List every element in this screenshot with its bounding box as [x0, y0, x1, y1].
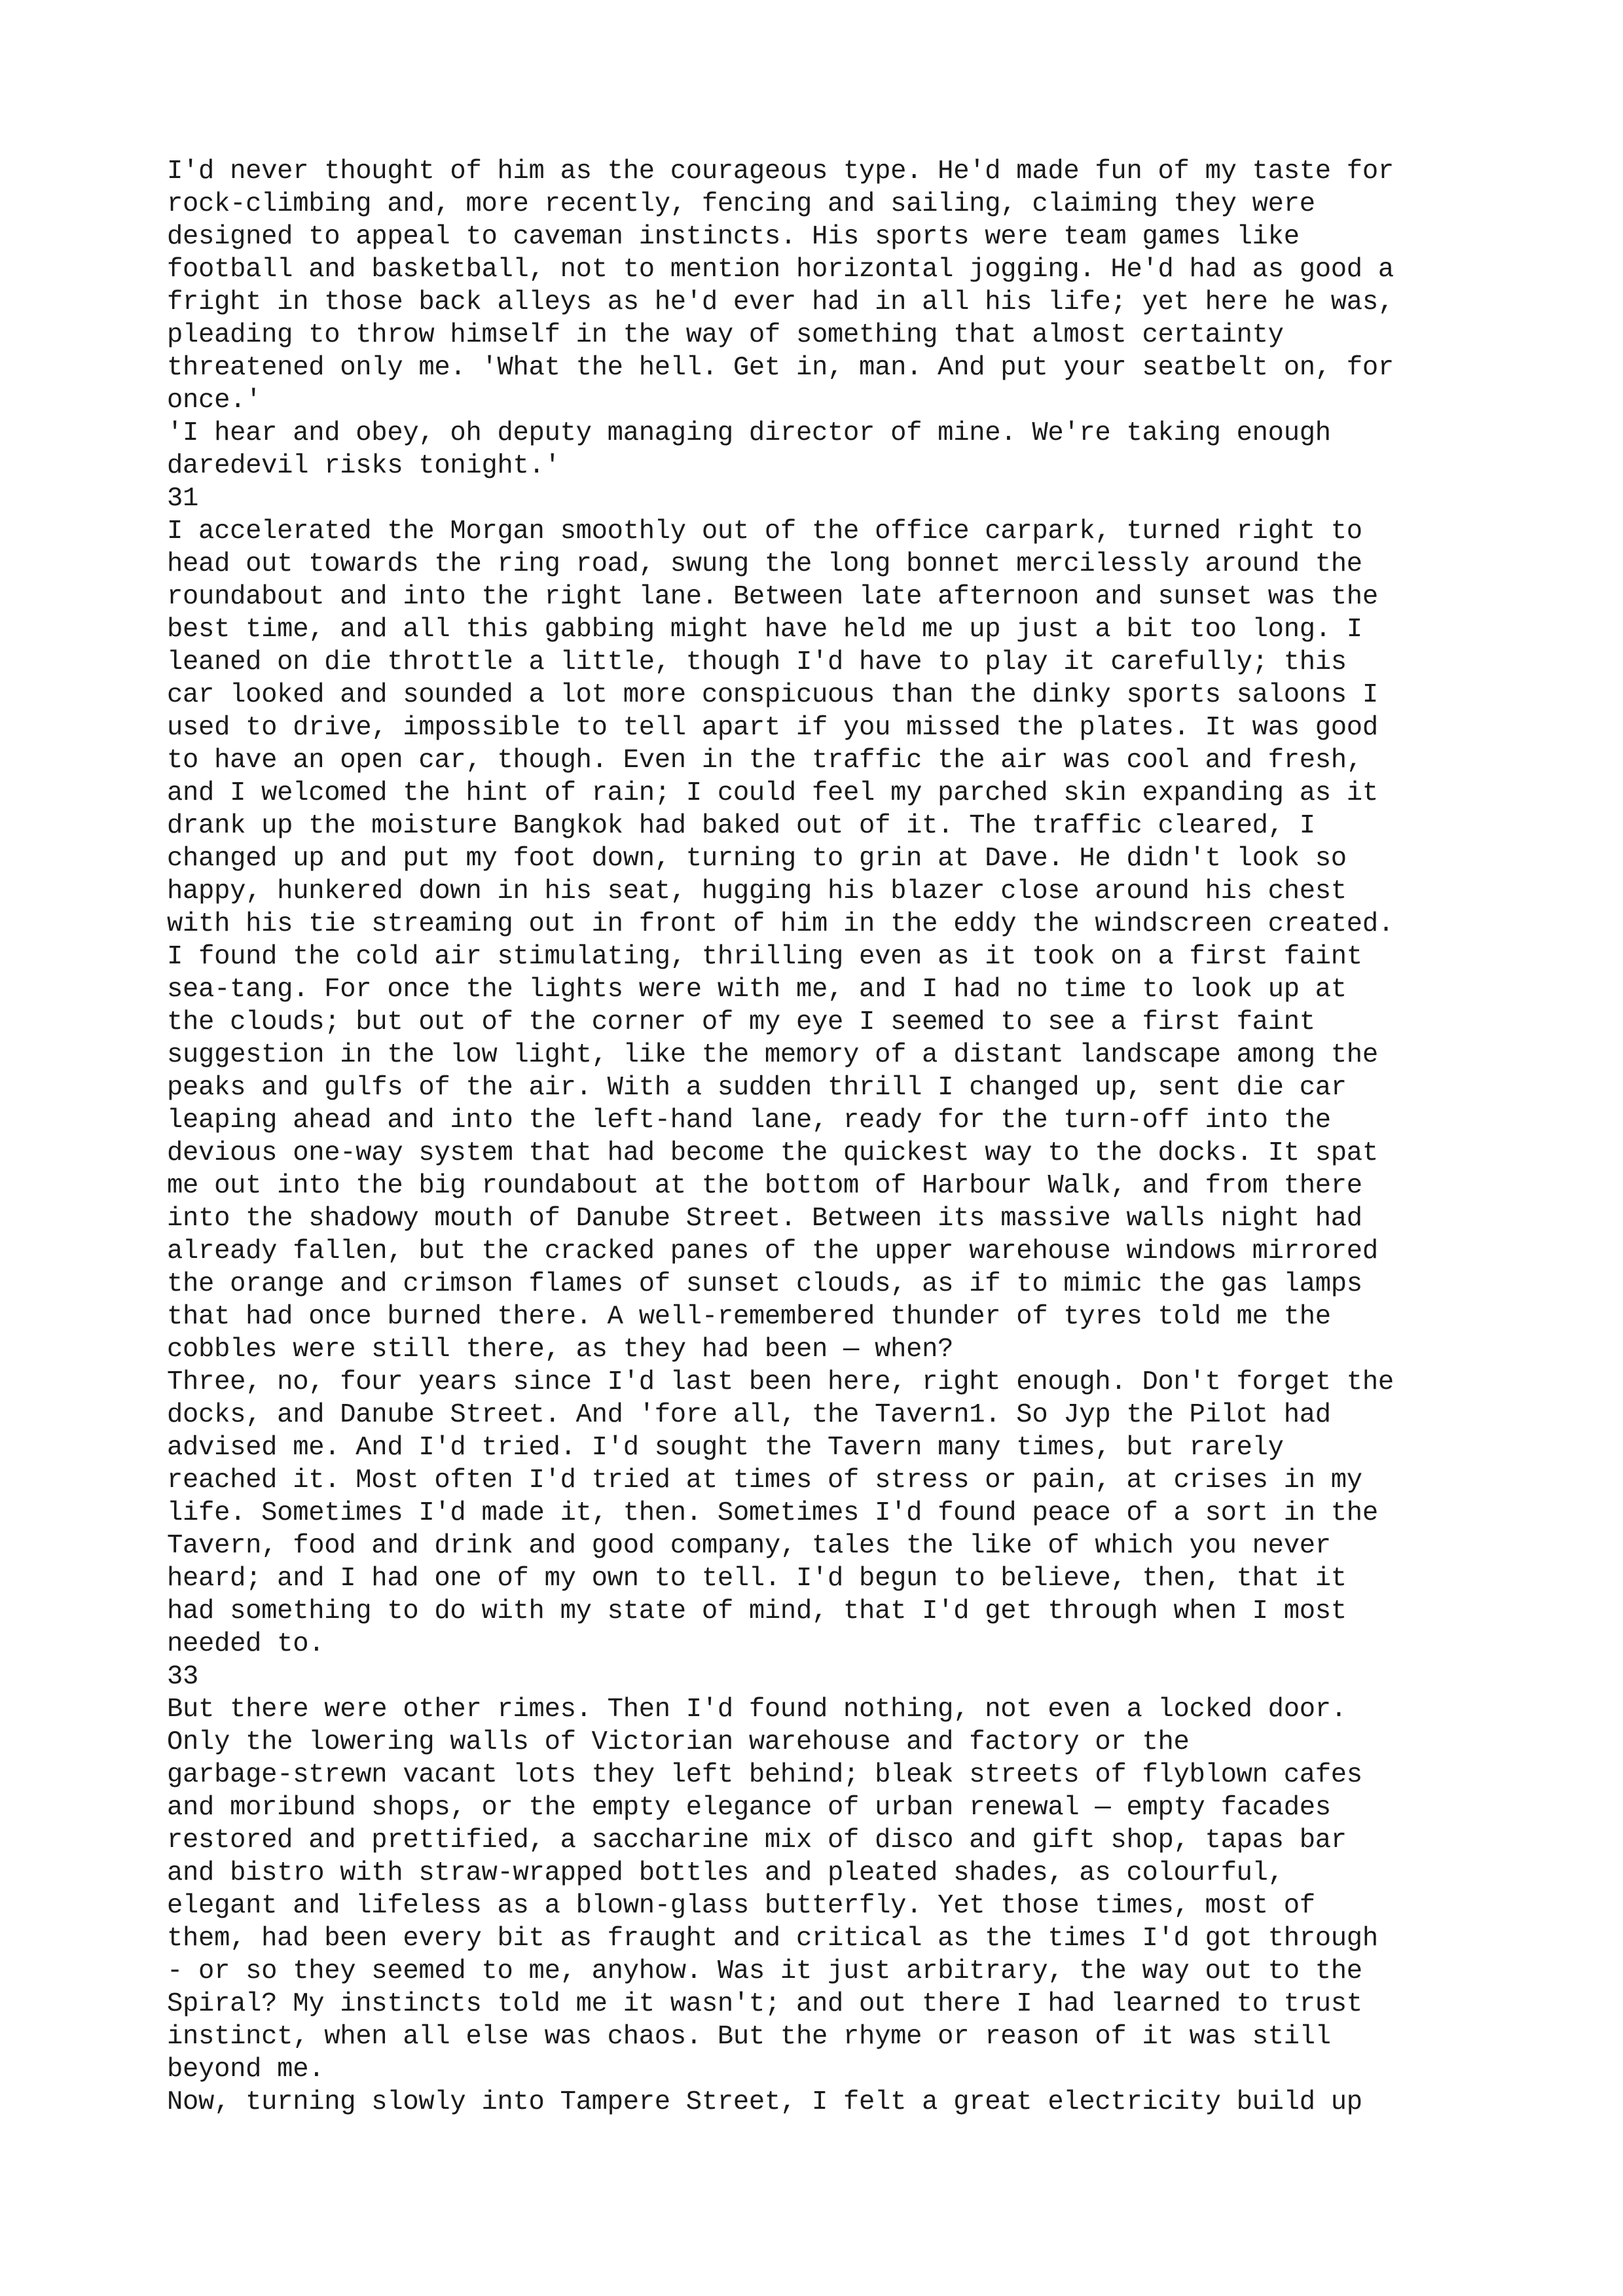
text-line: already fallen, but the cracked panes of the upper warehouse windows mirrored: [167, 1236, 1378, 1266]
text-line: designed to appeal to caveman instincts. His sports were team games like: [167, 222, 1300, 252]
text-line: cobbles were still there, as they had been — when?: [167, 1335, 954, 1365]
text-line: - or so they seemed to me, anyhow. Was it just arbitrary, the way out to the: [167, 1956, 1362, 1986]
text-line: had something to do with my state of mind, that I'd get through when I most: [167, 1596, 1347, 1626]
text-line: Tavern, food and drink and good company, tales the like of which you never: [167, 1531, 1331, 1561]
text-line: peaks and gulfs of the air. With a sudden thrill I changed up, sent die car: [167, 1073, 1347, 1103]
text-line: threatened only me. 'What the hell. Get in, man. And put your seatbelt on, for: [167, 353, 1394, 383]
text-line: and I welcomed the hint of rain; I could feel my parched skin expanding as it: [167, 778, 1378, 808]
text-line: elegant and lifeless as a blown-glass butterfly. Yet those times, most of: [167, 1891, 1315, 1921]
text-line: sea-tang. For once the lights were with me, and I had no time to look up at: [167, 975, 1347, 1005]
page-number-marker: 31: [167, 484, 199, 514]
text-line: Now, turning slowly into Tampere Street, I felt a great electricity build up: [167, 2087, 1362, 2117]
text-line: devious one-way system that had become the quickest way to the docks. It spat: [167, 1138, 1378, 1168]
text-line: happy, hunkered down in his seat, hugging his blazer close around his chest: [167, 876, 1347, 906]
text-line: that had once burned there. A well-remembered thunder of tyres told me the: [167, 1302, 1331, 1332]
text-line: them, had been every bit as fraught and critical as the times I'd got through: [167, 1924, 1378, 1954]
text-line: docks, and Danube Street. And 'fore all, the Tavern1. So Jyp the Pilot had: [167, 1400, 1331, 1430]
text-line: best time, and all this gabbing might have held me up just a bit too long. I: [167, 615, 1362, 645]
text-line: reached it. Most often I'd tried at times of stress or pain, at crises in my: [167, 1465, 1362, 1496]
text-line: pleading to throw himself in the way of something that almost certainty: [167, 320, 1284, 350]
text-line: Spiral? My instincts told me it wasn't; and out there I had learned to trust: [167, 1989, 1362, 2019]
text-line: Three, no, four years since I'd last been here, right enough. Don't forget the: [167, 1367, 1394, 1397]
text-line: 'I hear and obey, oh deputy managing director of mine. We're taking enough: [167, 418, 1331, 448]
text-line: and bistro with straw-wrapped bottles and pleated shades, as colourful,: [167, 1858, 1284, 1888]
text-line: suggestion in the low light, like the memory of a distant landscape among the: [167, 1040, 1378, 1070]
text-line: restored and prettified, a saccharine mix of disco and gift shop, tapas bar: [167, 1825, 1347, 1856]
body-text: [167, 155, 1476, 2119]
text-line: I found the cold air stimulating, thrilling even as it took on a first faint: [167, 942, 1362, 972]
text-line: fright in those back alleys as he'd ever had in all his life; yet here he was,: [167, 287, 1394, 317]
text-line: Only the lowering walls of Victorian warehouse and factory or the: [167, 1727, 1190, 1757]
text-line: football and basketball, not to mention horizontal jogging. He'd had as good a: [167, 255, 1394, 285]
text-line: heard; and I had one of my own to tell. I'd begun to believe, then, that it: [167, 1564, 1347, 1594]
text-line: head out towards the ring road, swung the long bonnet mercilessly around the: [167, 549, 1362, 579]
text-line: into the shadowy mouth of Danube Street. Between its massive walls night had: [167, 1204, 1362, 1234]
text-line: roundabout and into the right lane. Between late afternoon and sunset was the: [167, 582, 1378, 612]
text-line: and moribund shops, or the empty elegance of urban renewal — empty facades: [167, 1793, 1331, 1823]
text-line: drank up the moisture Bangkok had baked out of it. The traffic cleared, I: [167, 811, 1315, 841]
text-line: needed to.: [167, 1629, 325, 1659]
text-line: changed up and put my foot down, turning to grin at Dave. He didn't look so: [167, 844, 1347, 874]
text-line: beyond me.: [167, 2054, 325, 2085]
text-line: I'd never thought of him as the courageous type. He'd made fun of my taste for: [167, 156, 1394, 187]
text-line: life. Sometimes I'd made it, then. Sometimes I'd found peace of a sort in the: [167, 1498, 1378, 1528]
text-line: I accelerated the Morgan smoothly out of the office carpark, turned right to: [167, 516, 1362, 547]
text-line: the orange and crimson flames of sunset clouds, as if to mimic the gas lamps: [167, 1269, 1362, 1299]
text-line: to have an open car, though. Even in the traffic the air was cool and fresh,: [167, 745, 1362, 776]
text-line: the clouds; but out of the corner of my eye I seemed to see a first faint: [167, 1007, 1315, 1037]
text-line: But there were other rimes. Then I'd found nothing, not even a locked door.: [167, 1695, 1347, 1725]
text-line: leaping ahead and into the left-hand lane, ready for the turn-off into the: [167, 1105, 1331, 1136]
text-line: with his tie streaming out in front of him in the eddy the windscreen created.: [167, 909, 1394, 939]
text-line: me out into the big roundabout at the bottom of Harbour Walk, and from there: [167, 1171, 1362, 1201]
text-line: once.': [167, 386, 262, 416]
text-line: advised me. And I'd tried. I'd sought the Tavern many times, but rarely: [167, 1433, 1284, 1463]
text-line: garbage-strewn vacant lots they left behind; bleak streets of flyblown cafes: [167, 1760, 1362, 1790]
text-line: used to drive, impossible to tell apart if you missed the plates. It was good: [167, 713, 1378, 743]
page-number-marker: 33: [167, 1662, 199, 1692]
text-line: car looked and sounded a lot more conspicuous than the dinky sports saloons I: [167, 680, 1378, 710]
text-line: rock-climbing and, more recently, fencing and sailing, claiming they were: [167, 189, 1315, 219]
text-line: instinct, when all else was chaos. But the rhyme or reason of it was still: [167, 2022, 1331, 2052]
text-line: daredevil risks tonight.': [167, 451, 560, 481]
text-line: leaned on die throttle a little, though I'd have to play it carefully; this: [167, 647, 1347, 677]
